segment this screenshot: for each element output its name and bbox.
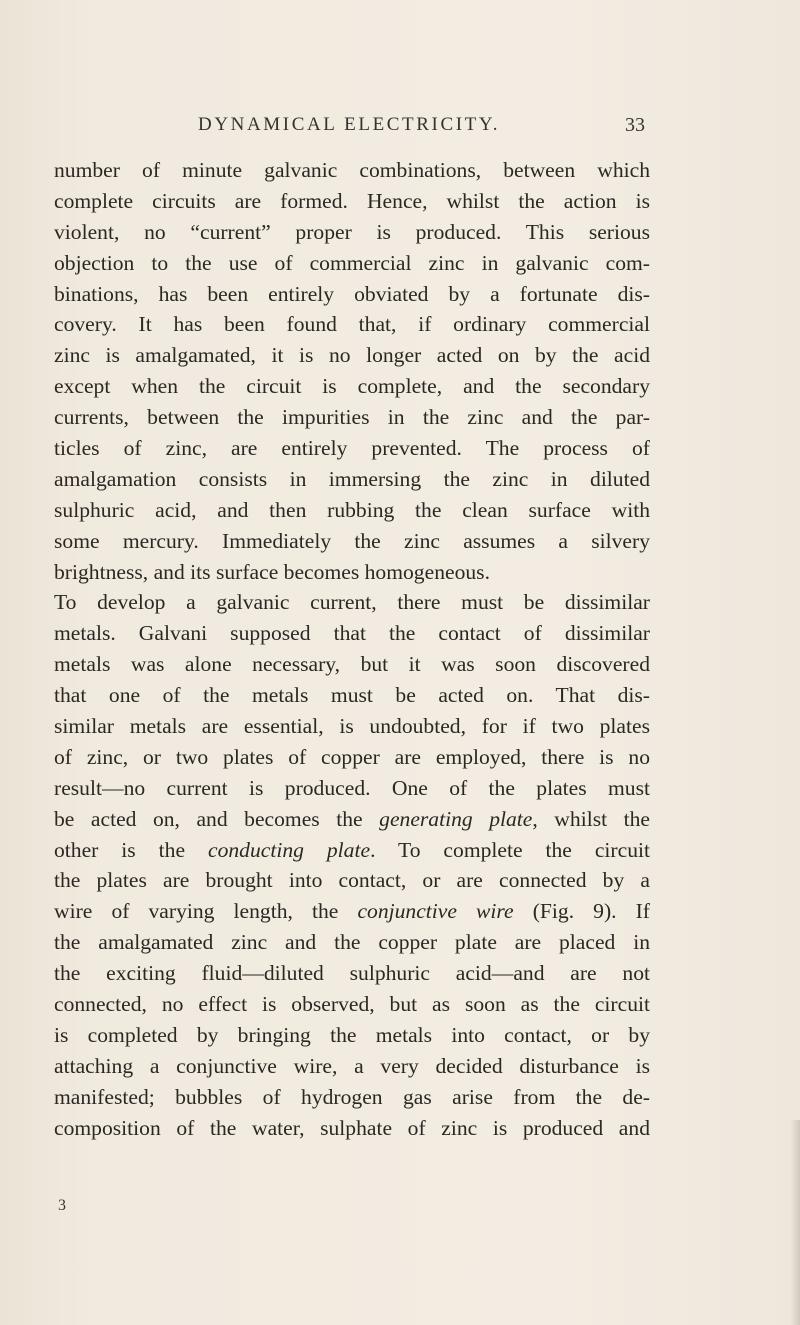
text-line: currents, between the impurities in the zinc and the par- — [54, 405, 650, 430]
italic-term: generating plate — [379, 806, 533, 831]
body-text — [54, 155, 650, 1144]
text-segment: be acted on, and becomes the — [54, 806, 380, 831]
text-line: metals. Galvani supposed that the contact of dissimilar — [54, 621, 650, 646]
text-line: attaching a conjunctive wire, a very decided disturbance is — [54, 1053, 650, 1078]
text-line: number of minute galvanic combinations, between which — [54, 158, 650, 182]
text-line: except when the circuit is complete, and the secondary — [54, 374, 650, 399]
text-line: that one of the metals must be acted on. That dis- — [54, 683, 650, 708]
text-line: binations, has been entirely obviated by a fortunate dis- — [54, 281, 650, 306]
text-segment: wire of varying length, the — [54, 899, 358, 924]
text-line — [54, 896, 650, 927]
italic-term: conjunctive wire — [357, 899, 514, 924]
text-line: amalgamation consists in immersing the zinc in diluted — [54, 466, 650, 491]
text-line: result—no current is produced. One of the plates must — [54, 775, 650, 800]
text-line: some mercury. Immediately the zinc assumes a silvery — [54, 528, 650, 553]
text-line: zinc is amalgamated, it is no longer acted on by the acid — [54, 343, 650, 368]
text-line: To develop a galvanic current, there must be dissimilar — [54, 590, 650, 615]
text-line: of zinc, or two plates of copper are employed, there is no — [54, 744, 650, 769]
text-line — [54, 835, 650, 866]
text-segment: . To complete the circuit — [370, 837, 650, 862]
text-line: manifested; bubbles of hydrogen gas arise from the de- — [54, 1084, 650, 1109]
page-number: 33 — [625, 114, 645, 136]
text-line: the exciting fluid—diluted sulphuric acid—and are not — [54, 961, 650, 986]
text-line: violent, no “current” proper is produced. This serious — [54, 219, 650, 244]
text-segment: , whilst the — [532, 806, 650, 831]
italic-term: conducting plate — [207, 837, 371, 862]
text-line: the amalgamated zinc and the copper plate are placed in — [54, 930, 650, 955]
text-line: connected, no effect is observed, but as soon as the circuit — [54, 992, 650, 1017]
text-line: metals was alone necessary, but it was soon discovered — [54, 652, 650, 677]
text-segment: other is the — [54, 837, 208, 862]
page-edge-shadow — [790, 1120, 800, 1325]
text-line: ticles of zinc, are entirely prevented. The process of — [54, 436, 650, 461]
text-segment: (Fig. 9). If — [513, 899, 650, 924]
running-head: DYNAMICAL ELECTRICITY. — [198, 114, 501, 135]
text-line: the plates are brought into contact, or are connected by a — [54, 868, 650, 893]
text-line: brightness, and its surface becomes homogeneous. — [54, 559, 490, 584]
text-line: covery. It has been found that, if ordinary commercial — [54, 312, 650, 337]
text-line: similar metals are essential, is undoubted, for if two plates — [54, 714, 650, 739]
text-line: complete circuits are formed. Hence, whilst the action is — [54, 188, 650, 213]
text-line — [54, 804, 650, 835]
text-line: objection to the use of commercial zinc in galvanic com- — [54, 250, 650, 275]
text-line: sulphuric acid, and then rubbing the clean surface with — [54, 497, 650, 522]
text-line: composition of the water, sulphate of zinc is produced and — [54, 1115, 650, 1140]
text-line: is completed by bringing the metals into contact, or by — [54, 1022, 650, 1047]
page-header — [0, 114, 800, 144]
signature-mark: 3 — [58, 1197, 66, 1214]
